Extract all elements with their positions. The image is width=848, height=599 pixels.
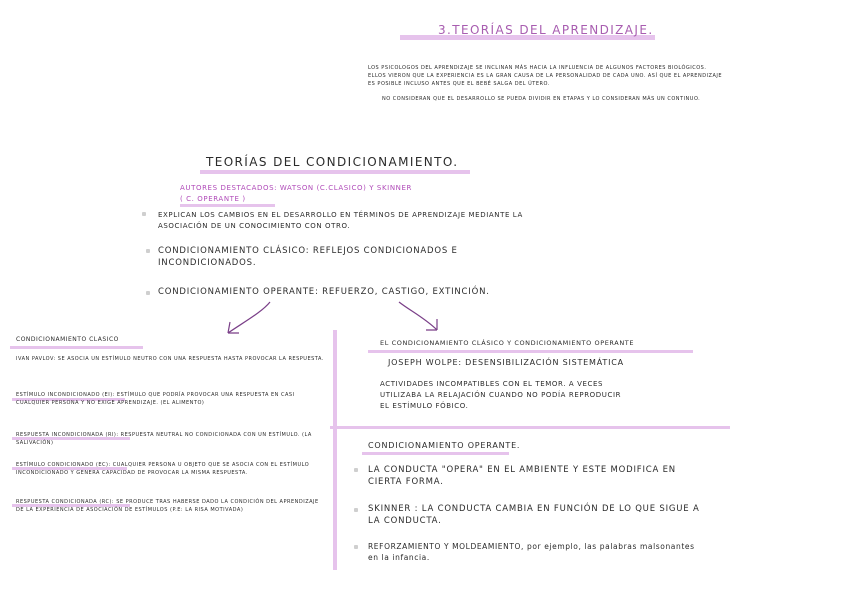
authors-underline: [180, 204, 275, 207]
right-top-text: ACTIVIDADES INCOMPATIBLES CON EL TEMOR. A VECES UTILIZABA LA RELAJACIÓN CUANDO NO PODÍA REPRODUCIR EL ESTÍMULO FÓBICO.: [380, 380, 622, 410]
left-item: ESTÍMULO INCONDICIONADO (EI): ESTÍMULO QUE PODRÍA PROVOCAR UNA RESPUESTA EN CASI CUALQUIER PERSONA Y NO EXIGE APRENDIZAJE. (EL ALIMENTO): [16, 392, 295, 406]
right-top-subtitle: JOSEPH WOLPE: DESENSIBILIZACIÓN SISTEMÁTICA: [388, 358, 624, 367]
right-top-highlight: [368, 350, 693, 353]
bullet-marker: [146, 291, 150, 295]
horizontal-divider: [330, 426, 730, 429]
intro-paragraph: LOS PSICOLOGOS DEL APRENDIZAJE SE INCLINAN MÁS HACIA LA INFLUENCIA DE ALGUNOS FACTORES BIOLÓGICOS. ELLOS VIERON QUE LA EXPERIENCIA ES LA GRAN CAUSA DE LA PERSONALIDAD DE CADA UNO. ASÍ QUE EL APRENDIZAJE ES POSIBLE INCLUSO ANTES QUE EL BEBÉ SALGA DEL ÚTERO.: [368, 65, 723, 87]
right-top-title: EL CONDICIONAMIENTO CLÁSICO Y CONDICIONAMIENTO OPERANTE: [380, 339, 635, 347]
section-title-highlight: [200, 170, 470, 174]
left-item: IVAN PAVLOV: SE ASOCIA UN ESTÍMULO NEUTRO CON UNA RESPUESTA HASTA PROVOCAR LA RESPUESTA.: [16, 356, 324, 362]
right-bottom-title: CONDICIONAMIENTO OPERANTE.: [368, 441, 521, 450]
bullet-marker: [146, 249, 150, 253]
bullet-marker: [354, 508, 358, 512]
left-item: ESTÍMULO CONDICIONADO (EC): CUALQUIER PERSONA U OBJETO QUE SE ASOCIA CON EL ESTÍMULO INCONDICIONADO Y GENERA CAPACIDAD DE PROVOCAR LA MISMA RESPUESTA.: [16, 462, 310, 476]
left-title-highlight: [10, 346, 143, 349]
intro-paragraph-2: NO CONSIDERAN QUE EL DESARROLLO SE PUEDA DIVIDIR EN ETAPAS Y LO CONSIDERAN MÁS UN CONTINUO.: [382, 96, 701, 102]
arrow-right-icon: [395, 300, 455, 340]
section-bullet: CONDICIONAMIENTO CLÁSICO: REFLEJOS CONDICIONADOS E INCONDICIONADOS.: [158, 246, 458, 268]
authors-line-2: ( C. OPERANTE ): [180, 195, 246, 203]
left-title: CONDICIONAMIENTO CLASICO: [16, 336, 119, 343]
left-item: RESPUESTA INCONDICIONADA (RI): RESPUESTA NEUTRAL NO CONDICIONADA CON UN ESTÍMULO. (LA SALIVACIÓN): [16, 432, 312, 446]
right-bottom-bullet: LA CONDUCTA "OPERA" EN EL AMBIENTE Y ESTE MODIFICA EN CIERTA FORMA.: [368, 465, 676, 487]
page-title: 3.TEORÍAS DEL APRENDIZAJE.: [438, 23, 654, 37]
section-bullet: EXPLICAN LOS CAMBIOS EN EL DESARROLLO EN TÉRMINOS DE APRENDIZAJE MEDIANTE LA ASOCIACIÓN DE UN CONOCIMIENTO CON OTRO.: [158, 211, 523, 230]
right-bottom-bullet: SKINNER : LA CONDUCTA CAMBIA EN FUNCIÓN DE LO QUE SIGUE A LA CONDUCTA.: [368, 504, 700, 526]
authors-line: AUTORES DESTACADOS: WATSON (C.CLASICO) Y SKINNER: [180, 184, 412, 192]
bullet-marker: [354, 468, 358, 472]
right-bottom-bullet: REFORZAMIENTO Y MOLDEAMIENTO, por ejemplo, las palabras malsonantes en la infancia.: [368, 542, 695, 562]
vertical-divider: [333, 330, 337, 570]
section-bullet: CONDICIONAMIENTO OPERANTE: REFUERZO, CASTIGO, EXTINCIÓN.: [158, 287, 490, 297]
right-bottom-highlight: [362, 452, 509, 455]
section-title: TEORÍAS DEL CONDICIONAMIENTO.: [206, 155, 459, 169]
left-item: RESPUESTA CONDICIONADA (RC): SE PRODUCE TRAS HABERSE DADO LA CONDICIÓN DEL APRENDIZAJE DE LA EXPERIENCIA DE ASOCIACIÓN DE ESTÍMULOS (P.E: LA RISA MOTIVADA): [16, 499, 319, 513]
bullet-marker: [354, 545, 358, 549]
arrow-left-icon: [222, 300, 282, 340]
bullet-marker: [142, 212, 146, 216]
